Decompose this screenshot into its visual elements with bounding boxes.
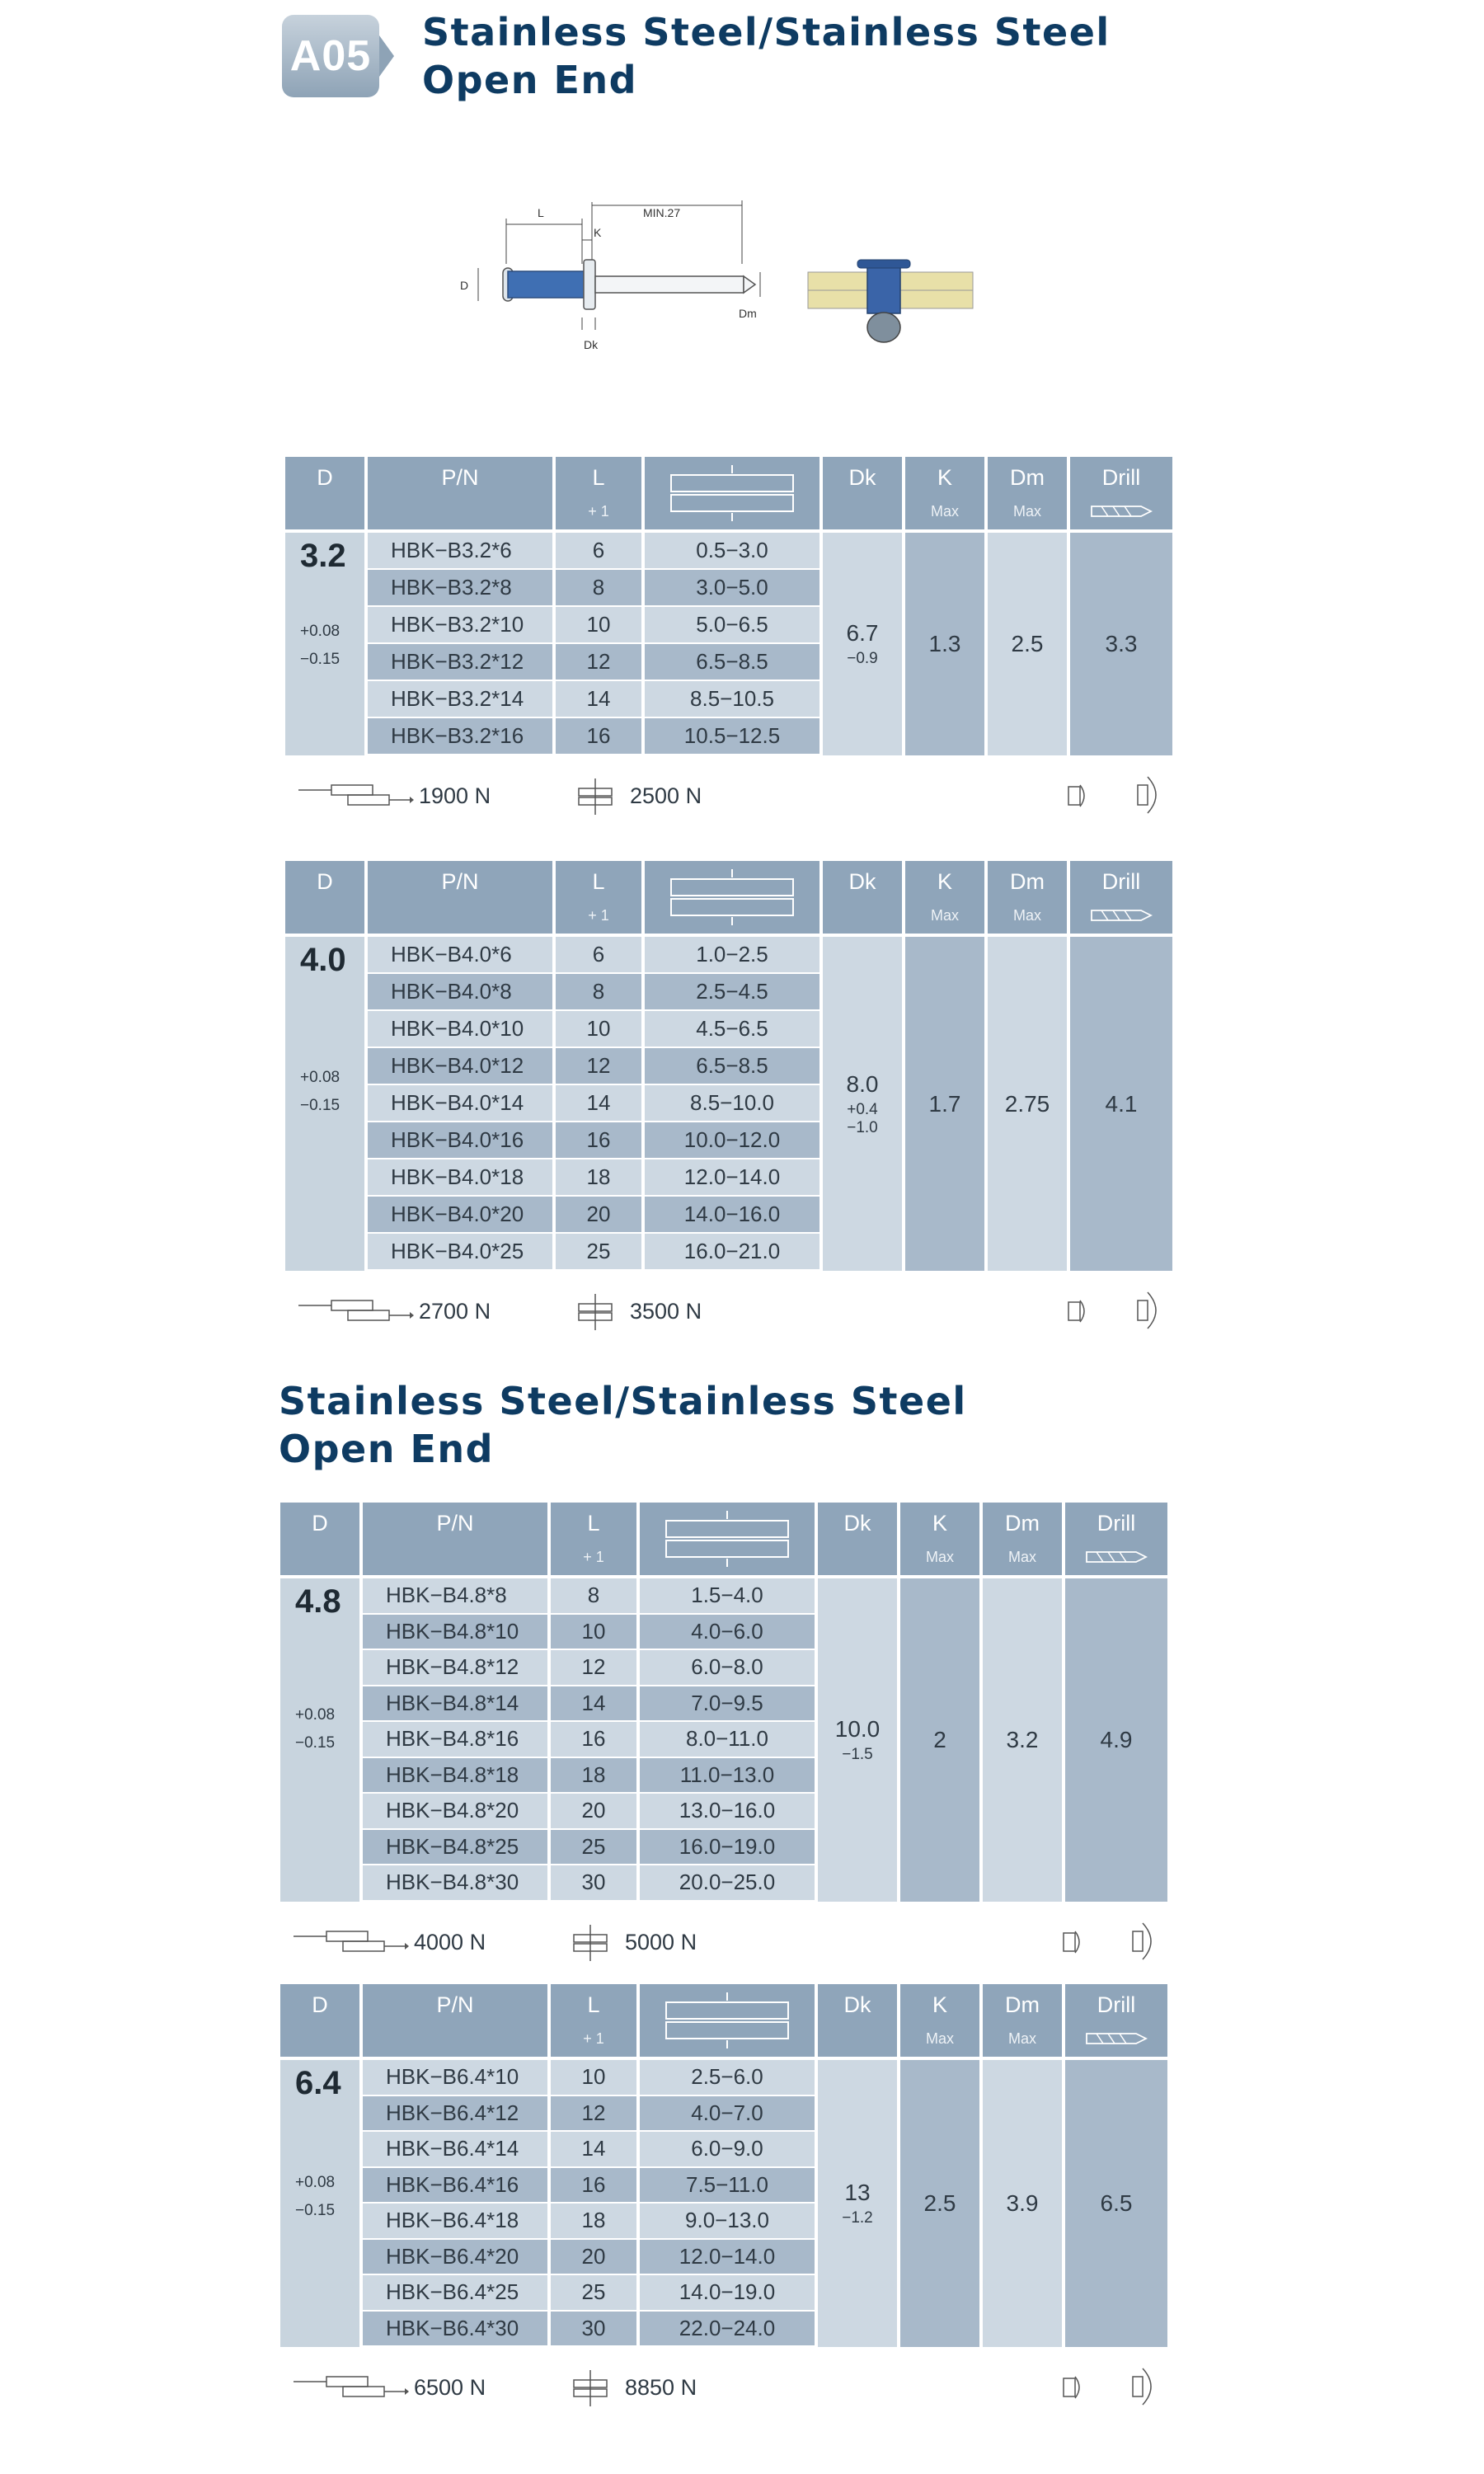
- row-pn-cell: HBK−B6.4*10: [363, 2060, 547, 2095]
- force-row: [0, 2368, 1484, 2410]
- shear-value: 2700 N: [419, 1299, 491, 1324]
- tensile-value: 5000 N: [625, 1929, 697, 1954]
- header-drill: [1065, 1503, 1167, 1575]
- header-l-sub: + 1: [583, 2030, 604, 2047]
- open-end-icon: [1065, 778, 1090, 815]
- header-dm-label: Dm: [1005, 1992, 1040, 2017]
- heading-top: [422, 8, 1111, 104]
- force-row: [0, 777, 1484, 818]
- row-l-cell: 12: [551, 1650, 636, 1685]
- badge-code: A05: [289, 32, 372, 80]
- row-grip-cell: 1.0−2.5: [645, 937, 819, 972]
- row-pn-cell: HBK−B4.8*30: [363, 1865, 547, 1900]
- diameter-tolerance: [300, 618, 340, 674]
- header-drill: [1070, 861, 1172, 934]
- shear-value: 6500 N: [414, 2375, 486, 2400]
- header-dk-label: Dk: [843, 1511, 871, 1536]
- row-l-cell: 8: [551, 1578, 636, 1613]
- value-k-main: 1.7: [928, 1090, 961, 1117]
- grip-range-icon: [645, 457, 819, 529]
- row-grip-cell: 7.0−9.5: [640, 1686, 815, 1721]
- tensile-value: 3500 N: [630, 1299, 702, 1324]
- row-grip-cell: 5.0−6.5: [645, 607, 819, 642]
- shear-value: 4000 N: [414, 1929, 486, 1954]
- row-grip-cell: 0.5−3.0: [645, 533, 819, 568]
- header-grip: [640, 1503, 815, 1575]
- row-grip-cell: 10.0−12.0: [645, 1122, 819, 1158]
- drill-icon: [1090, 503, 1153, 520]
- tolerance-minus: −0.15: [295, 2202, 336, 2220]
- diagram-label-k: K: [594, 226, 602, 239]
- row-l-cell: 10: [551, 1615, 636, 1649]
- row-l-cell: 14: [556, 1085, 641, 1121]
- row-grip-cell: 9.0−13.0: [640, 2204, 815, 2238]
- row-grip-cell: 22.0−24.0: [640, 2312, 815, 2346]
- row-l-cell: 12: [556, 644, 641, 680]
- header-d: [285, 457, 364, 529]
- row-grip-cell: 12.0−14.0: [645, 1159, 819, 1195]
- header-l-label: L: [592, 465, 605, 490]
- row-l-cell: 25: [551, 1830, 636, 1865]
- row-grip-cell: 8.0−11.0: [640, 1722, 815, 1757]
- tolerance-minus: −0.15: [300, 1096, 340, 1114]
- value-dm: [983, 1578, 1062, 1902]
- value-drill: [1070, 533, 1172, 755]
- shear-force-icon: [294, 2372, 409, 2405]
- row-l-cell: 8: [556, 570, 641, 605]
- header-dk-label: Dk: [848, 869, 876, 894]
- dome-head-icon: [1129, 1921, 1159, 1963]
- value-dk-main: 10.0: [834, 1715, 881, 1742]
- value-dk: [818, 1578, 897, 1902]
- section-badge: [282, 15, 379, 97]
- header-d: [285, 861, 364, 934]
- diagram-label-dk: Dk: [584, 338, 599, 351]
- tolerance-plus: +0.08: [300, 1068, 340, 1086]
- row-pn-cell: HBK−B4.8*20: [363, 1794, 547, 1828]
- row-l-cell: 25: [551, 2275, 636, 2310]
- row-grip-cell: 6.0−9.0: [640, 2132, 815, 2166]
- header-drill: [1065, 1984, 1167, 2057]
- header-grip: [640, 1984, 815, 2057]
- row-pn-cell: HBK−B4.0*14: [368, 1085, 552, 1121]
- row-grip-cell: 7.5−11.0: [640, 2168, 815, 2203]
- row-l-cell: 10: [556, 607, 641, 642]
- row-grip-cell: 6.5−8.5: [645, 644, 819, 680]
- row-l-cell: 6: [556, 937, 641, 972]
- row-pn-cell: HBK−B4.8*25: [363, 1830, 547, 1865]
- diameter-cell: [280, 1578, 359, 1902]
- row-l-cell: 12: [551, 2096, 636, 2131]
- header-dm: [988, 457, 1067, 529]
- row-pn-cell: HBK−B4.8*14: [363, 1686, 547, 1721]
- header-pn: [368, 861, 552, 934]
- diagram-label-dm: Dm: [739, 307, 757, 320]
- drill-icon: [1090, 907, 1153, 924]
- value-dm-main: 3.2: [1006, 1726, 1039, 1752]
- force-row: [0, 1292, 1484, 1333]
- value-dm-main: 3.9: [1006, 2190, 1039, 2216]
- header-drill-label: Drill: [1097, 1511, 1136, 1536]
- header-k: [900, 1984, 979, 2057]
- row-pn-cell: HBK−B4.0*25: [368, 1234, 552, 1269]
- shear-force-icon: [298, 780, 414, 813]
- row-pn-cell: HBK−B4.0*18: [368, 1159, 552, 1195]
- row-l-cell: 16: [551, 2168, 636, 2203]
- value-dm-main: 2.75: [1004, 1090, 1050, 1117]
- grip-range-icon: [640, 1984, 815, 2057]
- row-l-cell: 16: [556, 718, 641, 754]
- row-pn-cell: HBK−B4.0*6: [368, 937, 552, 972]
- row-grip-cell: 10.5−12.5: [645, 718, 819, 754]
- row-l-cell: 30: [551, 2312, 636, 2346]
- row-pn-cell: HBK−B4.0*10: [368, 1011, 552, 1047]
- diameter-cell: [280, 2060, 359, 2347]
- value-dk-tolerance: −0.9: [847, 650, 878, 667]
- value-k: [900, 1578, 979, 1902]
- rivet-diagram: [445, 186, 989, 375]
- row-grip-cell: 4.5−6.5: [645, 1011, 819, 1047]
- value-drill: [1070, 937, 1172, 1271]
- header-dk: [818, 1984, 897, 2057]
- row-l-cell: 25: [556, 1234, 641, 1269]
- heading-mid-line2: Open End: [279, 1427, 495, 1471]
- header-pn-label: P/N: [441, 869, 479, 894]
- row-pn-cell: HBK−B6.4*12: [363, 2096, 547, 2131]
- tensile-value: 8850 N: [625, 2375, 697, 2400]
- row-grip-cell: 14.0−19.0: [640, 2275, 815, 2310]
- open-end-icon: [1065, 1294, 1090, 1330]
- header-k: [905, 861, 984, 934]
- row-grip-cell: 16.0−19.0: [640, 1830, 815, 1865]
- row-l-cell: 20: [556, 1197, 641, 1232]
- tensile-force-icon: [571, 1925, 612, 1961]
- row-pn-cell: HBK−B3.2*8: [368, 570, 552, 605]
- row-pn-cell: HBK−B4.8*16: [363, 1722, 547, 1757]
- row-grip-cell: 4.0−7.0: [640, 2096, 815, 2131]
- header-l: [556, 861, 641, 934]
- header-l: [556, 457, 641, 529]
- value-k-main: 2.5: [923, 2190, 956, 2216]
- row-l-cell: 14: [551, 2132, 636, 2166]
- row-grip-cell: 2.5−6.0: [640, 2060, 815, 2095]
- diameter-cell: [285, 937, 364, 1271]
- value-dm: [983, 2060, 1062, 2347]
- header-pn: [368, 457, 552, 529]
- header-k-sub: Max: [930, 503, 959, 520]
- row-pn-cell: HBK−B4.0*16: [368, 1122, 552, 1158]
- diameter-tolerance: [300, 1064, 340, 1120]
- header-pn-label: P/N: [436, 1992, 474, 2017]
- row-l-cell: 6: [556, 533, 641, 568]
- row-grip-cell: 3.0−5.0: [645, 570, 819, 605]
- header-l: [551, 1984, 636, 2057]
- tolerance-plus: +0.08: [300, 622, 340, 640]
- value-dk-main: 13: [844, 2180, 871, 2205]
- badge-arrow: [379, 35, 394, 77]
- header-l: [551, 1503, 636, 1575]
- header-dm-sub: Max: [1007, 1549, 1036, 1565]
- value-dk-main: 6.7: [846, 620, 879, 646]
- row-l-cell: 8: [556, 974, 641, 1009]
- dome-head-icon: [1129, 2367, 1159, 2408]
- row-pn-cell: HBK−B6.4*30: [363, 2312, 547, 2346]
- header-dm: [983, 1984, 1062, 2057]
- row-l-cell: 30: [551, 1865, 636, 1900]
- row-pn-cell: HBK−B3.2*10: [368, 607, 552, 642]
- header-grip: [645, 457, 819, 529]
- value-dk-tolerance: −1.2: [842, 2209, 873, 2227]
- diameter-tolerance: [295, 1701, 335, 1757]
- row-l-cell: 10: [556, 1011, 641, 1047]
- row-l-cell: 16: [551, 1722, 636, 1757]
- row-l-cell: 18: [551, 1758, 636, 1793]
- value-dk: [823, 533, 902, 755]
- row-grip-cell: 20.0−25.0: [640, 1865, 815, 1900]
- row-l-cell: 14: [556, 681, 641, 717]
- heading-mid-line1: Stainless Steel/Stainless Steel: [279, 1379, 967, 1423]
- header-l-label: L: [587, 1511, 600, 1536]
- value-drill-main: 3.3: [1105, 631, 1138, 656]
- header-d: [280, 1503, 359, 1575]
- header-dm-sub: Max: [1012, 907, 1041, 924]
- row-pn-cell: HBK−B6.4*16: [363, 2168, 547, 2203]
- row-pn-cell: HBK−B4.0*12: [368, 1048, 552, 1084]
- value-k-main: 2: [933, 1726, 946, 1752]
- header-dm: [983, 1503, 1062, 1575]
- row-pn-cell: HBK−B4.8*12: [363, 1650, 547, 1685]
- header-k-label: K: [937, 465, 952, 490]
- row-l-cell: 16: [556, 1122, 641, 1158]
- header-pn-label: P/N: [436, 1511, 474, 1536]
- header-dk: [823, 861, 902, 934]
- value-dk: [818, 2060, 897, 2347]
- tensile-force-icon: [571, 2370, 612, 2406]
- header-dk: [823, 457, 902, 529]
- header-drill-label: Drill: [1101, 869, 1141, 894]
- open-end-icon: [1060, 1925, 1085, 1961]
- value-dm: [988, 533, 1067, 755]
- row-grip-cell: 1.5−4.0: [640, 1578, 815, 1613]
- header-k-label: K: [932, 1992, 947, 2017]
- value-k: [900, 2060, 979, 2347]
- row-grip-cell: 4.0−6.0: [640, 1615, 815, 1649]
- row-pn-cell: HBK−B6.4*18: [363, 2204, 547, 2238]
- header-d-label: D: [312, 1511, 328, 1536]
- tolerance-minus: −0.15: [300, 650, 340, 668]
- dome-head-icon: [1134, 775, 1164, 816]
- header-l-label: L: [587, 1992, 600, 2017]
- diameter-cell: [285, 533, 364, 755]
- row-pn-cell: HBK−B3.2*14: [368, 681, 552, 717]
- header-pn: [363, 1503, 547, 1575]
- tensile-force-icon: [575, 1294, 617, 1330]
- heading-mid: [279, 1377, 967, 1473]
- row-pn-cell: HBK−B4.0*8: [368, 974, 552, 1009]
- row-pn-cell: HBK−B6.4*14: [363, 2132, 547, 2166]
- heading-top-line1: Stainless Steel/Stainless Steel: [422, 10, 1111, 54]
- row-grip-cell: 8.5−10.0: [645, 1085, 819, 1121]
- header-dm-sub: Max: [1007, 2030, 1036, 2047]
- shear-force-icon: [294, 1926, 409, 1959]
- value-drill: [1065, 2060, 1167, 2347]
- grip-range-icon: [645, 861, 819, 934]
- row-l-cell: 20: [551, 1794, 636, 1828]
- force-row: [0, 1923, 1484, 1964]
- diameter-tolerance: [295, 2169, 335, 2225]
- diagram-label-min: MIN.27: [643, 206, 681, 219]
- header-l-sub: + 1: [583, 1549, 604, 1565]
- header-k: [900, 1503, 979, 1575]
- value-dk-tolerance: +0.4 −1.0: [847, 1100, 878, 1136]
- row-pn-cell: HBK−B3.2*12: [368, 644, 552, 680]
- value-dk: [823, 937, 902, 1271]
- row-l-cell: 18: [551, 2204, 636, 2238]
- shear-force-icon: [298, 1296, 414, 1329]
- row-l-cell: 12: [556, 1048, 641, 1084]
- row-pn-cell: HBK−B4.8*8: [363, 1578, 547, 1613]
- header-l-sub: + 1: [588, 503, 609, 520]
- header-k-label: K: [937, 869, 952, 894]
- row-grip-cell: 14.0−16.0: [645, 1197, 819, 1232]
- tolerance-plus: +0.08: [295, 1705, 336, 1724]
- row-grip-cell: 12.0−14.0: [640, 2240, 815, 2274]
- header-d: [280, 1984, 359, 2057]
- row-pn-cell: HBK−B6.4*20: [363, 2240, 547, 2274]
- row-pn-cell: HBK−B4.8*18: [363, 1758, 547, 1793]
- row-l-cell: 10: [551, 2060, 636, 2095]
- row-pn-cell: HBK−B4.8*10: [363, 1615, 547, 1649]
- diameter-value: 3.2: [300, 538, 346, 574]
- header-d-label: D: [317, 869, 333, 894]
- drill-icon: [1085, 1549, 1148, 1565]
- row-pn-cell: HBK−B6.4*25: [363, 2275, 547, 2310]
- header-l-label: L: [592, 869, 605, 894]
- value-k: [905, 937, 984, 1271]
- header-d-label: D: [312, 1992, 328, 2017]
- header-drill-label: Drill: [1101, 465, 1141, 490]
- row-l-cell: 14: [551, 1686, 636, 1721]
- header-dm-label: Dm: [1010, 869, 1045, 894]
- header-dm-label: Dm: [1005, 1511, 1040, 1536]
- row-pn-cell: HBK−B4.0*20: [368, 1197, 552, 1232]
- header-grip: [645, 861, 819, 934]
- open-end-icon: [1060, 2370, 1085, 2406]
- value-drill-main: 4.1: [1105, 1090, 1138, 1117]
- row-grip-cell: 11.0−13.0: [640, 1758, 815, 1793]
- header-k-sub: Max: [930, 907, 959, 924]
- header-k-sub: Max: [925, 1549, 954, 1565]
- row-grip-cell: 8.5−10.5: [645, 681, 819, 717]
- value-k: [905, 533, 984, 755]
- header-pn-label: P/N: [441, 465, 479, 490]
- row-grip-cell: 6.5−8.5: [645, 1048, 819, 1084]
- tolerance-plus: +0.08: [295, 2174, 336, 2192]
- header-dk-label: Dk: [843, 1992, 871, 2017]
- row-pn-cell: HBK−B3.2*16: [368, 718, 552, 754]
- header-pn: [363, 1984, 547, 2057]
- header-d-label: D: [317, 465, 333, 490]
- header-drill: [1070, 457, 1172, 529]
- shear-value: 1900 N: [419, 783, 491, 808]
- header-dm-sub: Max: [1012, 503, 1041, 520]
- value-drill-main: 4.9: [1100, 1726, 1133, 1752]
- row-grip-cell: 6.0−8.0: [640, 1650, 815, 1685]
- header-dm: [988, 861, 1067, 934]
- dome-head-icon: [1134, 1291, 1164, 1332]
- header-l-sub: + 1: [588, 907, 609, 924]
- drill-icon: [1085, 2030, 1148, 2047]
- header-dm-label: Dm: [1010, 465, 1045, 490]
- value-drill-main: 6.5: [1100, 2190, 1133, 2216]
- tensile-force-icon: [575, 778, 617, 815]
- value-dm: [988, 937, 1067, 1271]
- row-l-cell: 20: [551, 2240, 636, 2274]
- value-drill: [1065, 1578, 1167, 1902]
- value-dm-main: 2.5: [1011, 631, 1044, 656]
- diagram-label-l: L: [538, 206, 544, 219]
- value-k-main: 1.3: [928, 631, 961, 656]
- tolerance-minus: −0.15: [295, 1733, 336, 1752]
- header-k-sub: Max: [925, 2030, 954, 2047]
- row-grip-cell: 13.0−16.0: [640, 1794, 815, 1828]
- header-k-label: K: [932, 1511, 947, 1536]
- header-k: [905, 457, 984, 529]
- value-dk-main: 8.0: [846, 1070, 879, 1097]
- diameter-value: 6.4: [295, 2065, 341, 2101]
- diameter-value: 4.8: [295, 1583, 341, 1620]
- row-l-cell: 18: [556, 1159, 641, 1195]
- heading-top-line2: Open End: [422, 58, 638, 102]
- header-dk: [818, 1503, 897, 1575]
- row-pn-cell: HBK−B3.2*6: [368, 533, 552, 568]
- value-dk-tolerance: −1.5: [842, 1745, 873, 1763]
- header-dk-label: Dk: [848, 465, 876, 490]
- row-grip-cell: 16.0−21.0: [645, 1234, 819, 1269]
- header-drill-label: Drill: [1097, 1992, 1136, 2017]
- diameter-value: 4.0: [300, 942, 346, 978]
- tensile-value: 2500 N: [630, 783, 702, 808]
- grip-range-icon: [640, 1503, 815, 1575]
- diagram-label-d: D: [460, 279, 469, 292]
- row-grip-cell: 2.5−4.5: [645, 974, 819, 1009]
